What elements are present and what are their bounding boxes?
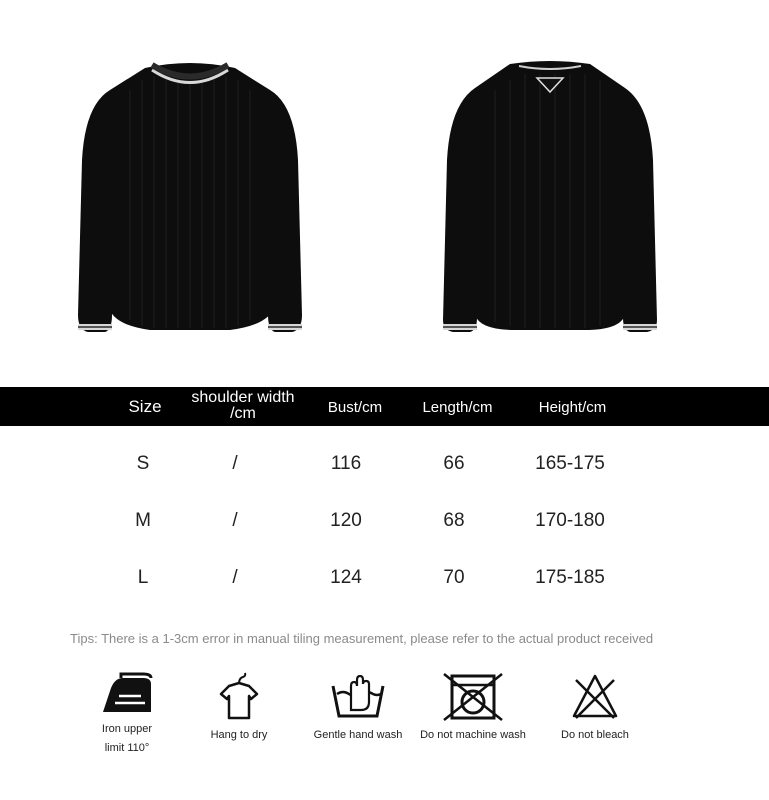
no-bleach-icon	[570, 672, 620, 722]
header-shoulder-line1: shoulder width	[191, 389, 295, 406]
iron-icon	[97, 672, 157, 716]
cell-size: L	[137, 567, 149, 588]
cell-bust: 124	[330, 567, 362, 588]
header-shoulder-line2: /cm	[230, 405, 256, 422]
cell-height: 175-185	[535, 567, 605, 588]
care-label-line1: Do not machine wash	[420, 729, 526, 741]
care-label-line1: Gentle hand wash	[313, 729, 403, 741]
care-label-line1: Do not bleach	[561, 729, 629, 741]
cell-size: S	[136, 453, 150, 474]
table-row	[0, 453, 769, 483]
care-label-line2: limit 110°	[104, 742, 150, 754]
header-bust: Bust/cm	[327, 399, 383, 416]
measurement-tips: Tips: There is a 1-3cm error in manual tiling measurement, please refer to the actual product received	[70, 631, 654, 646]
header-length: Length/cm	[422, 399, 493, 416]
cell-shoulder: /	[232, 453, 238, 474]
cell-height: 165-175	[535, 453, 605, 474]
hand-wash-icon	[329, 672, 387, 722]
care-item-iron	[62, 672, 192, 758]
table-row	[0, 567, 769, 597]
header-height: Height/cm	[538, 399, 607, 416]
care-label-line1: Hang to dry	[210, 729, 268, 741]
cell-length: 68	[443, 510, 465, 531]
cell-size: M	[135, 510, 151, 531]
cell-shoulder: /	[232, 510, 238, 531]
cell-length: 70	[443, 567, 465, 588]
sweater-front-image	[70, 50, 310, 350]
cell-length: 66	[443, 453, 465, 474]
cell-height: 170-180	[535, 510, 605, 531]
care-item-no-bleach	[530, 672, 660, 745]
cell-bust: 116	[330, 453, 362, 474]
cell-bust: 120	[330, 510, 362, 531]
cell-shoulder: /	[232, 567, 238, 588]
care-item-no-machine-wash	[408, 672, 538, 745]
no-machine-wash-icon	[438, 672, 508, 722]
size-chart-header	[0, 387, 769, 426]
table-row	[0, 510, 769, 540]
care-item-hand-wash	[293, 672, 423, 745]
care-item-hang-dry	[174, 672, 304, 745]
hanger-shirt-icon	[217, 672, 261, 722]
sweater-back-image	[435, 50, 665, 350]
care-label-line1: Iron upper	[101, 723, 153, 735]
header-shoulder-width	[178, 390, 308, 422]
header-size: Size	[128, 397, 162, 416]
